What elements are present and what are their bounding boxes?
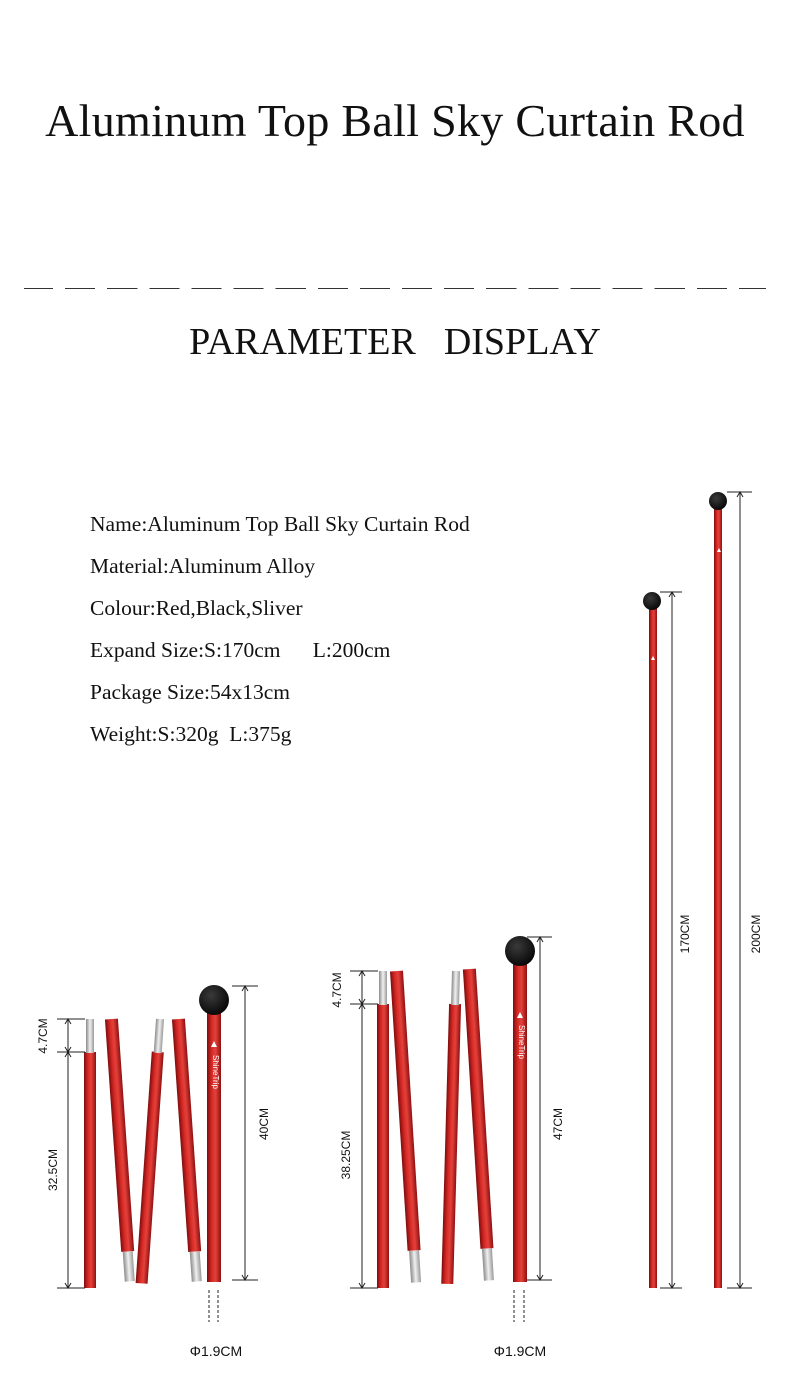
expanded-rod-large — [709, 492, 727, 1288]
rod-section — [390, 971, 423, 1283]
rod-section — [105, 1019, 136, 1282]
large-joint-label: 4.7CM — [330, 972, 344, 1008]
small-folded-label: 40CM — [257, 1107, 271, 1141]
small-diameter-label: Φ1.9CM — [189, 1343, 243, 1359]
spec-package-size: Package Size:54x13cm — [90, 680, 291, 704]
spec-weight: Weight:S:320g L:375g — [90, 722, 292, 746]
top-ball-icon — [199, 985, 229, 1015]
spec-colour: Colour:Red,Black,Sliver — [90, 596, 303, 620]
top-ball-icon — [643, 592, 661, 610]
large-diameter-label: Φ1.9CM — [493, 1343, 547, 1359]
heading-word-parameter: PARAMETER — [189, 321, 416, 363]
top-ball-icon — [505, 936, 535, 966]
rod-section — [463, 969, 496, 1281]
brand-label: ShineTrip — [211, 1055, 220, 1089]
expanded-dimensions — [660, 492, 752, 1288]
large-section-label: 38.25CM — [339, 1130, 353, 1180]
large-folded-label: 47CM — [551, 1107, 565, 1141]
rod-section — [441, 971, 462, 1284]
expanded-rods — [643, 492, 763, 1288]
spec-expand-size: Expand Size:S:170cm L:200cm — [90, 638, 391, 662]
spec-name: Name:Aluminum Top Ball Sky Curtain Rod — [90, 512, 470, 536]
small-section-label: 32.5CM — [46, 1148, 60, 1192]
top-rod — [505, 936, 535, 1282]
rod-section — [377, 971, 389, 1288]
large-folded-rod-set — [330, 936, 565, 1359]
expanded-small-label: 170CM — [678, 914, 692, 954]
rod-section — [136, 1019, 166, 1284]
page-title: Aluminum Top Ball Sky Curtain Rod — [45, 95, 745, 146]
small-joint-label: 4.7CM — [36, 1018, 50, 1054]
heading-word-display: DISPLAY — [443, 321, 601, 363]
brand-label: ShineTrip — [517, 1025, 526, 1059]
expanded-large-label: 200CM — [749, 914, 763, 954]
top-rod — [199, 985, 229, 1282]
small-folded-rod-set — [36, 985, 271, 1359]
rod-section — [84, 1019, 96, 1288]
spec-material: Material:Aluminum Alloy — [90, 554, 316, 578]
expanded-rod-small — [643, 592, 661, 1288]
top-ball-icon — [709, 492, 727, 510]
rod-section — [172, 1019, 203, 1282]
